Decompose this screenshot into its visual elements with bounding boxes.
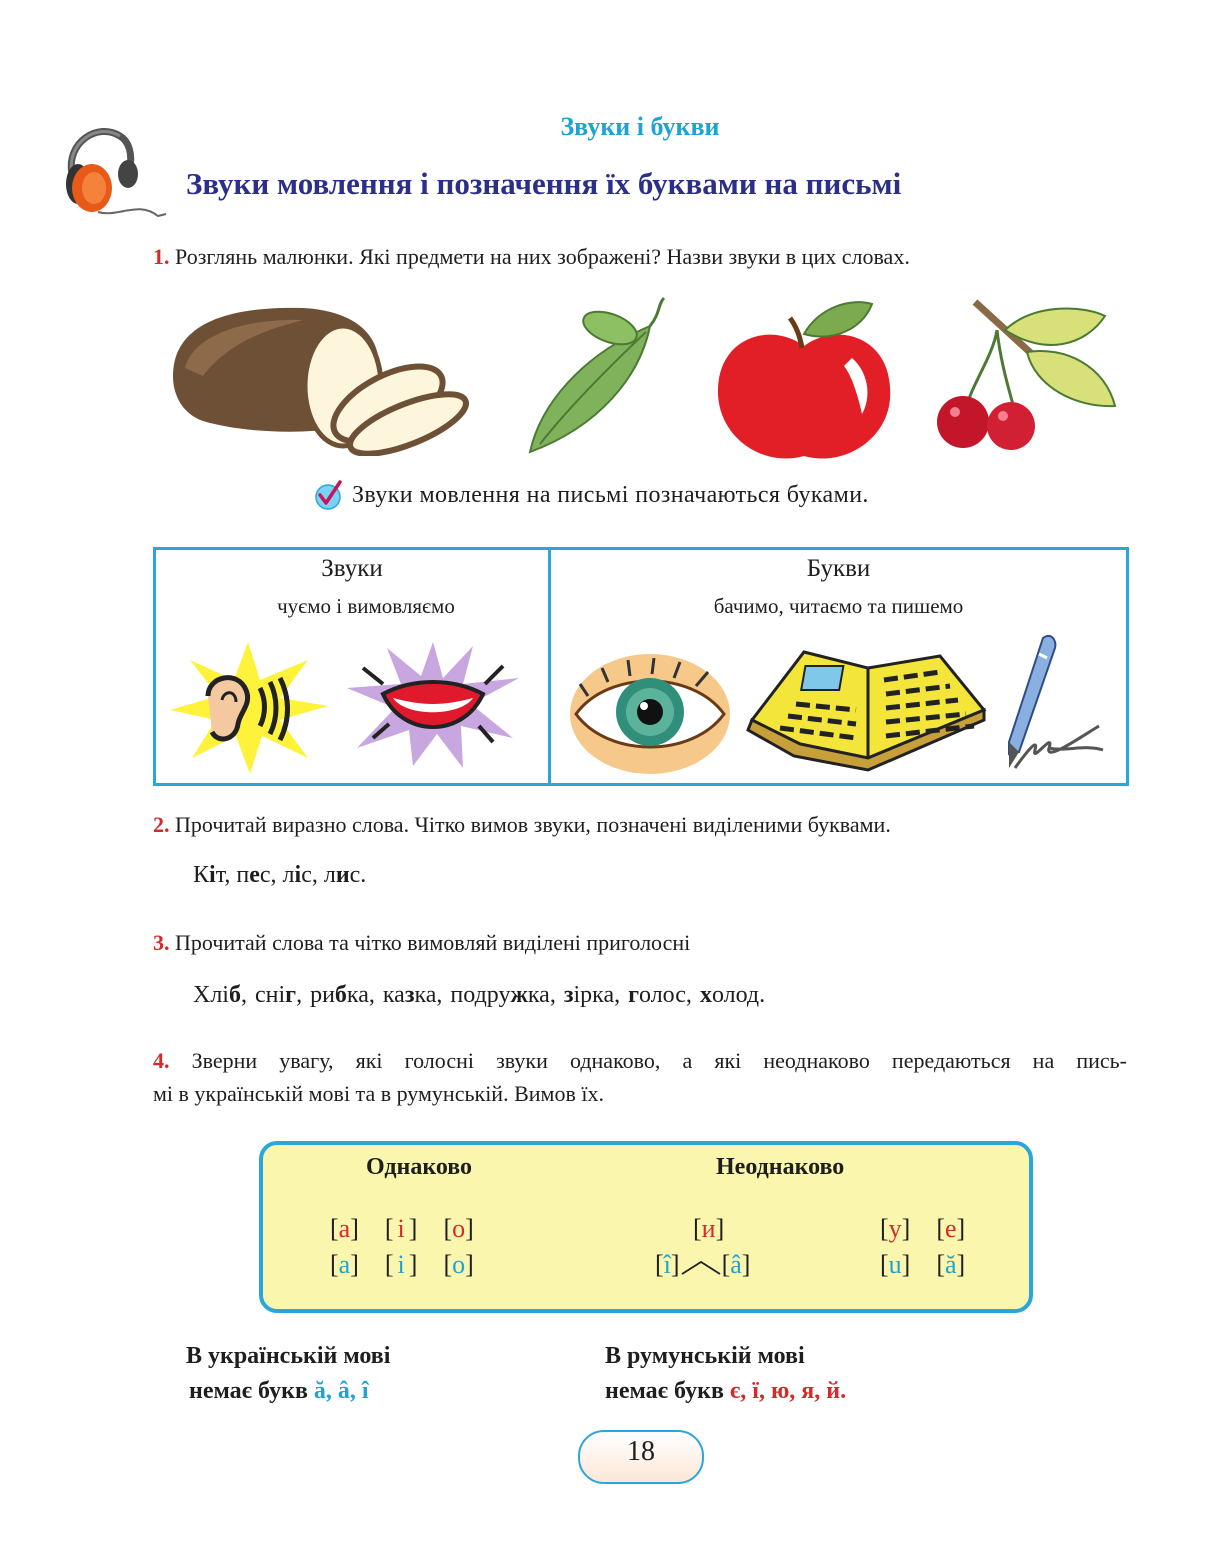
task-text: Розглянь малюнки. Які предмети на них зображені? Назви звуки в цих словах. [175,244,910,269]
task-number: 1. [153,244,170,269]
diff-ua-1: [и] [693,1214,725,1243]
task-text: Прочитай слова та чітко вимовляй виділені приголосні [175,930,691,955]
bread-picture [163,296,473,456]
apple-picture [712,296,897,466]
page-title: Звуки мовлення і позначення їх буквами на письмі [186,166,902,201]
task-1 [153,244,910,270]
book-picture [744,640,992,775]
mouth-picture [343,638,523,773]
same-ua-row: [а] [ і ] [о] [330,1214,474,1243]
word: зірка, [563,982,621,1008]
caret-connector [680,1258,722,1276]
diff-ro-1: [î] [â] [655,1250,751,1279]
word: Хліб, [193,982,247,1008]
task-4-line-1 [153,1048,1127,1074]
task-text: Зверни увагу, які голосні звуки однаково, а які неоднаково передаються на пись- [191,1048,1127,1073]
task-2 [153,812,891,838]
task-3-words [193,982,765,1009]
ua-note-line-1: В українській мові [186,1343,391,1369]
rule-statement: Звуки мовлення на письмі позначаються буками. [352,482,869,508]
ua-missing-letters: ă, â, î [313,1378,369,1404]
sounds-subheading: чуємо і вимовляємо [277,594,455,618]
letters-heading: Букви [806,555,871,582]
task-2-words [193,862,366,889]
word: казка, [382,982,443,1008]
word: подружка, [450,982,556,1008]
same-ro-row: [a] [ i ] [o] [330,1250,474,1279]
checkmark-icon [313,480,343,510]
diff-ro-2: [u] [ă] [880,1250,966,1279]
task-4-line-2: мі в українській мові та в румунській. Вимов їх. [153,1081,604,1106]
word: рибка, [310,982,375,1008]
word: голос, [628,982,692,1008]
eye-picture [568,652,733,776]
pen-picture [995,634,1107,778]
diff-ua-2: [у] [е] [880,1214,966,1243]
word: ліс, [282,862,318,888]
task-3 [153,930,690,956]
same-heading: Однаково [366,1154,473,1180]
different-heading: Неоднаково [716,1154,845,1180]
ro-note-line-1: В румунській мові [605,1343,805,1369]
task-number: 3. [153,930,170,955]
word: пес, [236,862,277,888]
word: лис. [323,862,367,888]
task-text: Прочитай виразно слова. Чітко вимов звуки, позначені виділеними буквами. [175,812,891,837]
ua-note-line-2: немає букв ă, â, î [189,1378,369,1404]
sounds-heading: Звуки [321,555,383,582]
letters-subheading: бачимо, читаємо та пишемо [713,594,964,618]
word: сніг, [254,982,303,1008]
cherries-picture [935,296,1120,456]
ear-picture [168,640,330,775]
page-number: 18 [627,1436,655,1467]
word: холод. [699,982,766,1008]
task-number: 2. [153,812,170,837]
pea-pod-picture [520,296,670,456]
task-number: 4. [153,1048,170,1073]
ro-note-line-2: немає букв є, ї, ю, я, й. [605,1378,847,1404]
ro-missing-letters: є, ї, ю, я, й. [729,1378,847,1404]
section-kicker: Звуки і букви [560,112,720,141]
word: Кіт, [193,862,231,888]
